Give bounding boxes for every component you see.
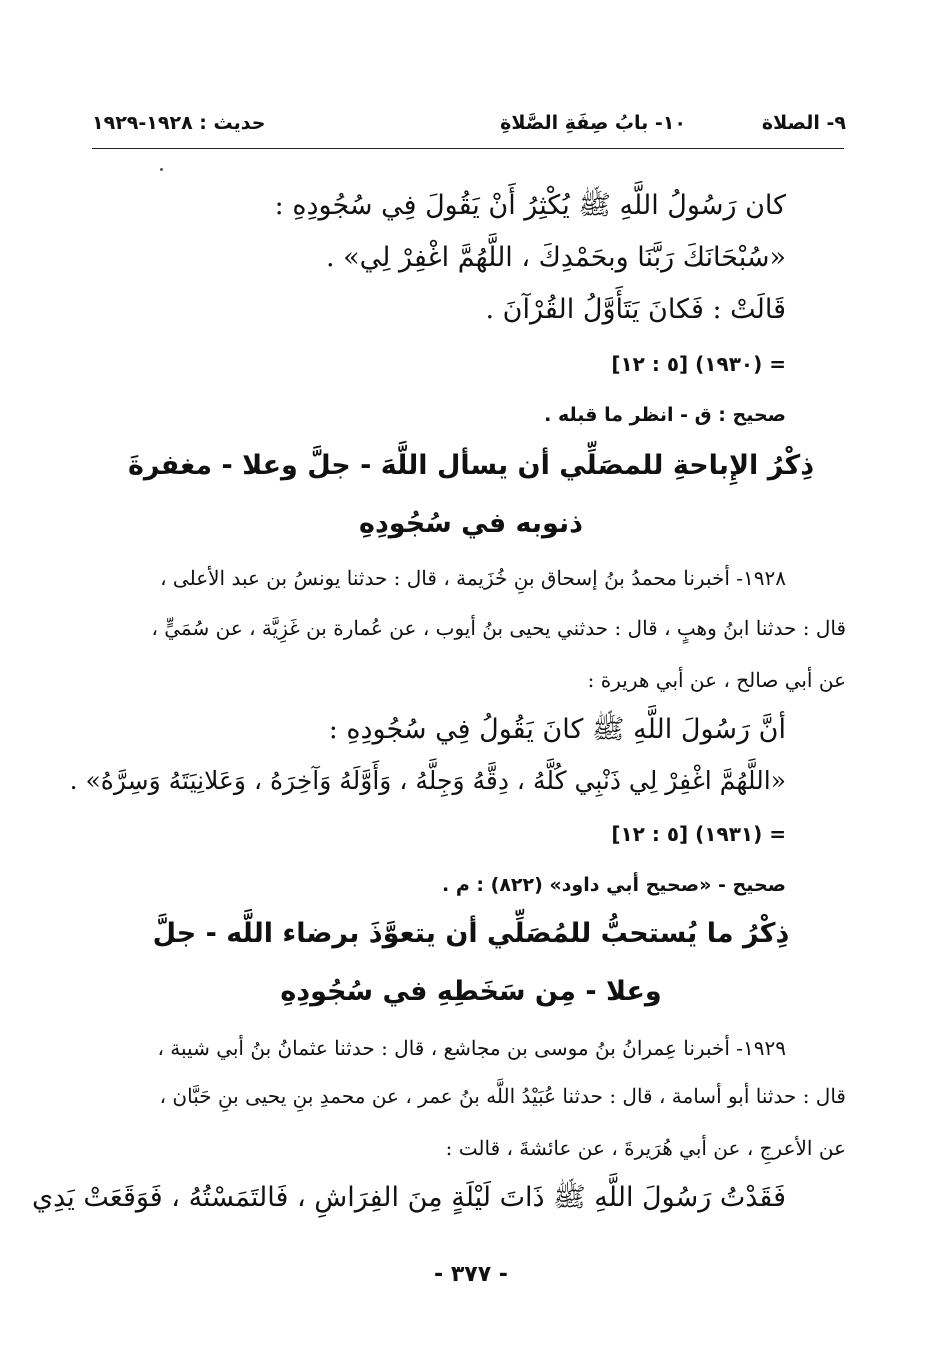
page-number: - ٣٧٧ - [434, 1262, 508, 1287]
text-line: قَالَتْ : فَكانَ يَتَأَوَّلُ القُرْآنَ . [485, 294, 786, 325]
isnad-line: ١٩٢٨- أخبرنا محمدُ بنُ إسحاق بنِ خُزَيمة ، قال : حدثنا يونسُ بن عبد الأعلى ، [160, 566, 786, 590]
header-rule [92, 148, 844, 149]
isnad-line: ١٩٢٩- أخبرنا عِمرانُ بنُ موسى بن مجاشع ، قال : حدثنا عثمانُ بنُ أبي شيبة ، [157, 1036, 786, 1060]
reference-line: = (١٩٣٠) [٥ : ١٢] [611, 352, 786, 376]
page-header [92, 104, 846, 144]
section-title: وعلا - مِن سَخَطِهِ في سُجُودِهِ [280, 976, 662, 1007]
text-line: أنَّ رَسُولَ اللَّهِ ﷺ كانَ يَقُولُ فِي سُجُودِهِ : [328, 714, 786, 745]
header-bab: ١٠- بابُ صِفَةِ الصَّلاةِ [500, 112, 686, 134]
text-line: «اللَّهُمَّ اغْفِرْ لِي ذَنْبِي كُلَّهُ ، دِقَّهُ وَجِلَّهُ ، وَأَوَّلَهُ وَآخِرَهُ ، وَعَلانِيَتَهُ وَسِرَّهُ» . [69, 766, 786, 795]
text-line: «سُبْحَانَكَ رَبَّنَا وبحَمْدِكَ ، اللَّهُمَّ اغْفِرْ لِي» . [325, 242, 786, 273]
header-chapter: ٩- الصلاة [761, 112, 846, 134]
text-line: فَقَدْتُ رَسُولَ اللَّهِ ﷺ ذَاتَ لَيْلَةٍ مِنَ الفِرَاشِ ، فَالتَمَسْتُهُ ، فَوَقَعَتْ يَدِي [32, 1182, 786, 1213]
section-title: ذنوبه في سُجُودِهِ [359, 508, 583, 539]
isnad-line: عن الأعرجِ ، عن أبي هُرَيرةَ ، عن عائشةَ ، قالت : [445, 1136, 846, 1160]
isnad-line: قال : حدثنا أبو أسامة ، قال : حدثنا عُبَيْدُ اللَّه بنُ عمر ، عن محمدِ بنِ يحيى بنِ حَبَّان ، [159, 1084, 846, 1108]
section-title: ذِكْرُ ما يُستحبُّ للمُصَلِّي أن يتعوَّذَ برضاء اللَّه - جلَّ [152, 918, 790, 949]
grade-line: صحيح - «صحيح أبي داود» (٨٢٢) : م . [442, 874, 786, 896]
grade-line: صحيح : ق - انظر ما قبله . [544, 404, 786, 426]
isnad-line: قال : حدثنا ابنُ وهبٍ ، قال : حدثني يحيى بنُ أيوب ، عن عُمارة بن غَزِيَّة ، عن سُمَيٍّ ، [151, 616, 846, 640]
text-line: كان رَسُولُ اللَّهِ ﷺ يُكْثِرُ أَنْ يَقُولَ فِي سُجُودِهِ : [274, 190, 786, 221]
header-hadith-range: حديث : ١٩٢٨-١٩٢٩ [92, 112, 266, 134]
section-title: ذِكْرُ الإِباحةِ للمصَلِّي أن يسأل اللَّهَ - جلَّ وعلا - مغفرةَ [127, 450, 815, 481]
margin-dot [160, 168, 163, 171]
reference-line: = (١٩٣١) [٥ : ١٢] [611, 822, 786, 846]
isnad-line: عن أبي صالح ، عن أبي هريرة : [587, 668, 846, 692]
